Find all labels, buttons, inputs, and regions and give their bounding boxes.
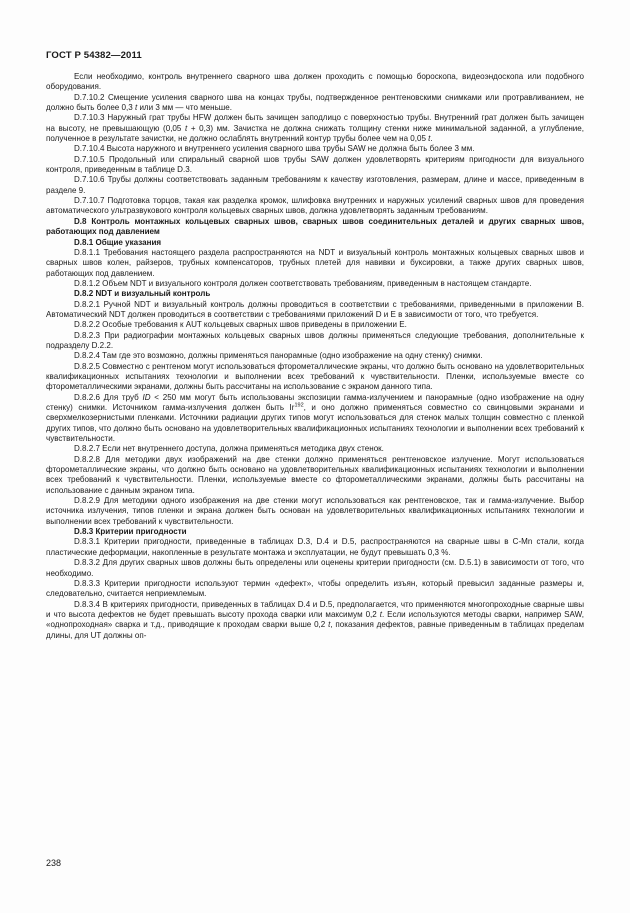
body-paragraph: D.7.10.6 Трубы должны соответствовать заданным требованиям к качеству изготовления, размерам, длине и массе, приведенным в разделе 9.: [46, 175, 584, 195]
body-paragraph: D.8.2.1 Ручной NDT и визуальный контроль должны проводиться в соответствии с требованиями, приведенными в приложении В. Автоматический NDT должен проводиться в соответствии с требованиями приложений D и Е в зависимости от того, что требуется.: [46, 299, 584, 319]
subsection-heading: D.8.1 Общие указания: [74, 237, 162, 247]
section-heading: D.8 Контроль монтажных кольцевых сварных швов, сварных швов соединительных деталей и других сварных швов, работающих под давлением: [46, 216, 584, 237]
body-paragraph: D.7.10.2 Смещение усиления сварного шва на концах трубы, подтвержденное рентгеновскими снимками или протравливанием, не должно быть более 0,3 t или 3 мм — что меньше.: [46, 92, 584, 113]
document-header: ГОСТ Р 54382—2011: [46, 50, 142, 61]
document-body: [46, 72, 584, 641]
body-paragraph: D.8.2.6 Для труб ID < 250 мм могут быть использованы экспозиции гамма-излучением и панорамные (одно изображение на одну стенку) снимки. Источником гамма-излучения должен быть Ir$^{192}$, и оно должно применяться совместно со свинцовыми экранами и сверхмелкозернистыми пленками. Источники радиации других типов могут использоваться для стенок малых толщин совместно с пленкой других типов, что должно быть основано на удовлетворительных квалификационных испытаниях технологии и выполнении всех требований к чувствительности.: [46, 392, 585, 444]
body-paragraph: D.8.3.4 В критериях пригодности, приведенных в таблицах D.4 и D.5, предполагается, что применяются многопроходные сварные швы и что высота дефектов не будет превышать высоту прохода сварки или максимум 0,2 t. Если используются методы сварки, например SAW, «однопроходная» сварка и т.д., приводящие к проходам сварки выше 0,2 t, показания дефектов, равные приведенным в таблицах пределам длины, для UT должны оп-: [46, 599, 585, 640]
body-paragraph: D.8.2.3 При радиографии монтажных кольцевых сварных швов должны применяться следующие требования, дополнительные к подразделу D.2.2.: [46, 330, 584, 350]
body-paragraph: D.7.10.5 Продольный или спиральный сварной шов трубы SAW должен удовлетворять критериям пригодности для визуального контроля, приведенным в таблице D.3.: [46, 154, 584, 175]
body-paragraph: D.7.10.7 Подготовка торцов, такая как разделка кромок, шлифовка внутренних и наружных усилений сварных швов для проведения автоматического ультразвукового контроля кольцевых сварных швов, должна удовлетворять заданным требованиям.: [46, 196, 584, 216]
body-paragraph: Если необходимо, контроль внутреннего сварного шва должен проходить с помощью бороскопа, видеоэндоскопа или подобного оборудования.: [46, 72, 584, 92]
body-paragraph: D.8.3.2 Для других сварных швов должны быть определены или оценены критерии пригодности (см. D.5.1) в зависимости от того, что необходимо.: [46, 558, 584, 578]
page-number: 238: [46, 858, 62, 868]
body-paragraph: D.8.2.2 Особые требования к AUT кольцевых сварных швов приведены в приложении Е.: [74, 320, 407, 330]
body-paragraph: D.8.3.1 Критерии пригодности, приведенные в таблицах D.3, D.4 и D.5, распространяются на сварные швы в C-Mn стали, когда пластические деформации, накопленные в результате монтажа и эксплуатации, не будут превышать 0,3 %.: [46, 537, 584, 557]
subsection-heading: D.8.2 NDT и визуальный контроль: [74, 289, 211, 299]
body-paragraph: D.8.3.3 Критерии пригодности используют термин «дефект», чтобы определить изъян, который превысил заданные размеры и, следовательно, считается неприемлемым.: [46, 578, 584, 599]
body-paragraph: D.8.1.1 Требования настоящего раздела распространяются на NDT и визуальный контроль монтажных кольцевых сварных швов и сварных швов колен, райзеров, трубных компенсаторов, трубных плетей для навивки и буксировки, а также других сварных швов, работающих под давлением.: [46, 247, 584, 278]
body-paragraph: D.8.2.9 Для методики одного изображения на две стенки могут использоваться как рентгеновское, так и гамма-излучение. Выбор источника излучения, типов пленки и экрана должен быть основан на удовлетворительных квалификационных испытаниях технологии и выполнении всех требований к чувствительности.: [46, 496, 584, 526]
body-paragraph: D.7.10.3 Наружный грат трубы HFW должен быть зачищен заподлицо с поверхностью трубы. Внутренний грат должен быть зачищен на высоту, не превышающую (0,05 t + 0,3) мм. Зачистка не должна снижать толщину стенки ниже минимальной заданной, а углубление, полученное в результате зачистки, не должно ослаблять внутренний контур трубы более чем на 0,05 t.: [46, 113, 584, 144]
body-paragraph: D.8.2.7 Если нет внутреннего доступа, должна применяться методика двух стенок.: [74, 444, 384, 454]
body-paragraph: D.8.2.8 Для методики двух изображений на две стенки должно применяться рентгеновское излучение. Могут использоваться фторометаллические экраны, что должно быть основано на удовлетворительных квалификационных испытаниях технологии и выполнении всех требований к чувствительности. Пленки, используемые вместе со фторометаллическими экранами, должны быть рассчитаны на использование с данным экраном типа.: [46, 454, 584, 495]
subsection-heading: D.8.3 Критерии пригодности: [74, 527, 187, 537]
body-paragraph: D.8.2.5 Совместно с рентгеном могут использоваться фторометаллические экраны, что должно быть основано на удовлетворительных квалификационных испытаниях технологии и выполнении всех требований к чувствительности. Пленки, используемые вместе со фторометаллическими экранами, должны быть рассчитаны на использование с экраном данного типа.: [46, 361, 584, 392]
body-paragraph: D.8.2.4 Там где это возможно, должны применяться панорамные (одно изображение на одну стенку) снимки.: [74, 351, 483, 361]
body-paragraph: D.7.10.4 Высота наружного и внутреннего усиления сварного шва трубы SAW не должна быть более 3 мм.: [74, 144, 475, 154]
body-paragraph: D.8.1.2 Объем NDT и визуального контроля должен соответствовать требованиям, приведенным в настоящем стандарте.: [74, 278, 532, 288]
